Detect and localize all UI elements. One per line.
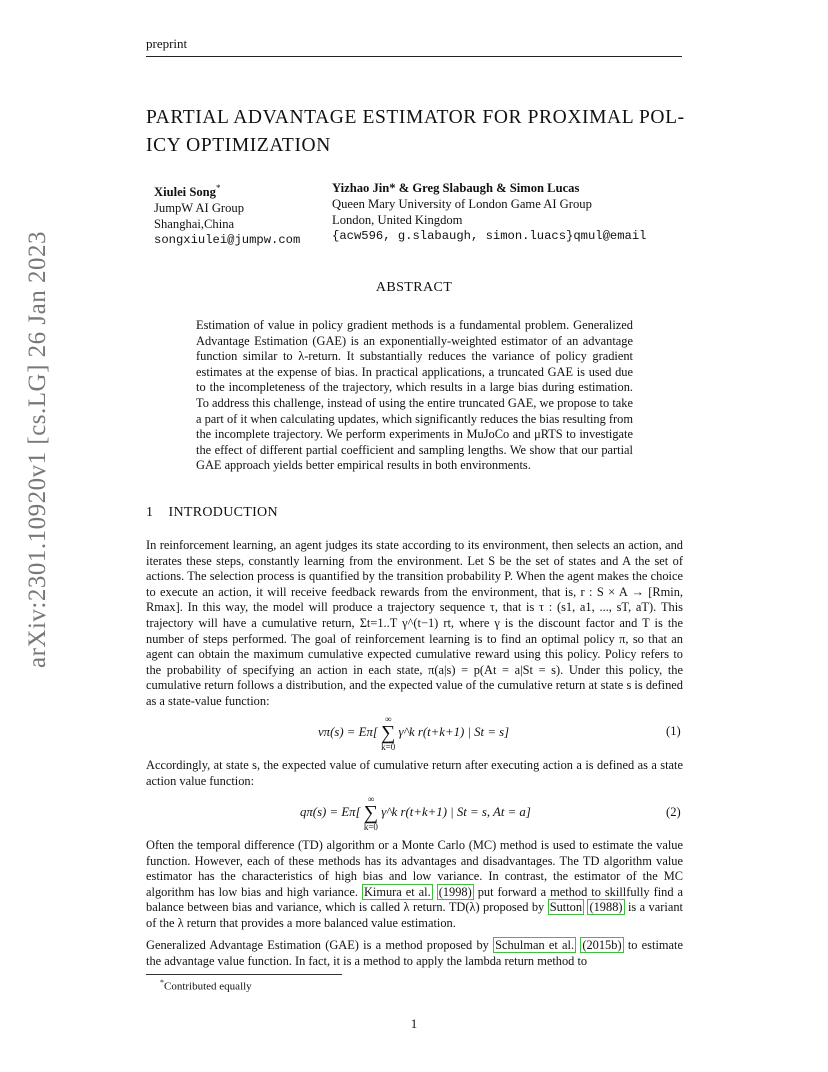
- citation-sutton-year-link[interactable]: (1988): [589, 900, 623, 915]
- author-location-right: London, United Kingdom: [332, 213, 463, 227]
- eq1-sum-top: ∞: [384, 714, 392, 724]
- citation-sutton-link[interactable]: Sutton: [549, 900, 583, 915]
- running-header: preprint: [146, 36, 188, 51]
- page-number: 1: [410, 1016, 418, 1031]
- intro-paragraph-3: [146, 838, 683, 932]
- section-number: 1: [146, 505, 154, 520]
- p4-text-a: Generalized Advantage Estimation (GAE) is a method proposed by: [146, 938, 489, 952]
- equation-1: [318, 714, 509, 752]
- title-line-1: PARTIAL ADVANTAGE ESTIMATOR FOR PROXIMAL POL-: [146, 107, 685, 128]
- eq1-sum-bottom: k=0: [381, 742, 396, 752]
- section-title: INTRODUCTION: [168, 505, 278, 520]
- citation-kimura-year-link[interactable]: (1998): [438, 884, 472, 899]
- p4-text-b: to estimate the advantage value function. In fact, it is a method to apply the lambda return method to: [146, 938, 683, 968]
- author-org-left: JumpW AI Group: [154, 201, 245, 216]
- author-email-right: {acw596, g.slabaugh, simon.luacs}qmul@email: [332, 229, 647, 243]
- author-name-left: Xiulei Song*: [154, 183, 221, 200]
- eq2-rhs: γ^k r(t+k+1) | St = s, At = a]: [381, 804, 531, 819]
- equation-1-number: (1): [666, 724, 681, 738]
- equation-2-number: (2): [666, 805, 681, 819]
- paper-title: [146, 104, 686, 160]
- sigma-icon: ∑: [363, 802, 379, 824]
- citation-schulman-link[interactable]: Schulman et al.: [495, 938, 575, 952]
- abstract-text: Estimation of value in policy gradient methods is a fundamental problem. Generalized Advantage Estimation (GAE) is an exponentially-weighted estimator of an advantage function similar to λ-return. It substantially reduces the variance of policy gradient estimates at the expense of bias. In practical applications, a truncated GAE is used due to the incompleteness of the trajectory, which results in a large bias during estimation. To address this challenge, instead of using the entire truncated GAE, we propose to take a part of it when calculating updates, which significantly reduces the bias resulting from the incomplete trajectory. We perform experiments in MuJoCo and μRTS to investigate the effect of different partial coefficient and sampling lengths. We show that our partial GAE approach yields better empirical results in both environments.: [196, 318, 633, 473]
- footnote-mark: *: [160, 978, 164, 987]
- author-location-left: Shanghai,China: [154, 217, 235, 232]
- author-block-right: [332, 180, 647, 244]
- sigma-icon: ∑: [381, 722, 396, 744]
- equation-2: [300, 794, 531, 832]
- p3-text-c: is a variant of the λ return that provides a more balanced value estimation.: [146, 900, 683, 930]
- author-email-left: songxiulei@jumpw.com: [154, 233, 301, 248]
- footnote-text: Contributed equally: [164, 980, 252, 993]
- citation-kimura-link[interactable]: Kimura et al.: [363, 884, 431, 899]
- intro-paragraph-4: [146, 938, 683, 969]
- eq1-rhs: γ^k r(t+k+1) | St = s]: [398, 724, 510, 739]
- eq2-sum-bottom: k=0: [363, 822, 378, 832]
- intro-paragraph-2: Accordingly, at state s, the expected value of cumulative return after executing action a is defined as a state action value function:: [146, 758, 683, 788]
- author-names-right: Yizhao Jin* & Greg Slabaugh & Simon Lucas: [332, 181, 580, 195]
- p3-text-b: put forward a method to skillfully find a balance between bias and variance, which is called λ return. TD(λ) proposed by: [146, 884, 683, 915]
- section-heading: [146, 505, 278, 521]
- citation-schulman-year-link[interactable]: (2015b): [582, 938, 622, 952]
- footnote: [160, 978, 252, 993]
- arxiv-identifier[interactable]: arXiv:2301.10920v1 [cs.LG] 26 Jan 2023: [24, 231, 51, 668]
- eq1-lhs: vπ(s) = Eπ[: [318, 724, 378, 739]
- equal-contribution-mark: *: [215, 183, 221, 193]
- abstract-heading: ABSTRACT: [375, 280, 453, 295]
- author-org-right: Queen Mary University of London Game AI Group: [332, 197, 592, 211]
- footnote-rule: [146, 974, 342, 975]
- eq1-sum: [381, 714, 395, 752]
- eq2-sum-top: ∞: [367, 794, 375, 804]
- intro-paragraph-1: In reinforcement learning, an agent judges its state according to its environment, then selects an action, and iterates these steps, constantly learning from the environment. Let S be the set of states and A the set of actions. The selection process is quantified by the transition probability P. When the agent makes the choice to execute an action, it will receive feedback rewards from the environment, that is, r : S × A → [Rmin, Rmax]. In this way, the model will produce a trajectory sequence τ, that is τ : (s1, a1, ..., sT, aT). This trajectory will have a cumulative return, Σt=1..T γ^(t−1) rt, where γ is the discount factor and T is the number of steps performed. The goal of reinforcement learning is to find an optimal policy π, so that an agent can obtain the maximum cumulative expected cumulative reward using this policy. Policy refers to the probability of specifying an action in each state, π(a|s) = p(At = a|St = s). Under this policy, the cumulative return follows a distribution, and the expected value of the cumulative return at state s is defined as a state-value function:: [146, 538, 683, 708]
- title-line-2: ICY OPTIMIZATION: [146, 135, 331, 156]
- author-block-left: [154, 180, 300, 248]
- header-rule: [146, 56, 682, 57]
- eq2-sum: [364, 794, 378, 832]
- eq2-lhs: qπ(s) = Eπ[: [300, 804, 361, 819]
- p3-text-a: Often the temporal difference (TD) algorithm or a Monte Carlo (MC) method is used to estimate the value function. However, each of these methods has its advantages and disadvantages. The TD algorithm value estimator has the characteristics of high bias and low variance. In contrast, the estimator of the MC algorithm has low bias and high variance.: [146, 838, 683, 899]
